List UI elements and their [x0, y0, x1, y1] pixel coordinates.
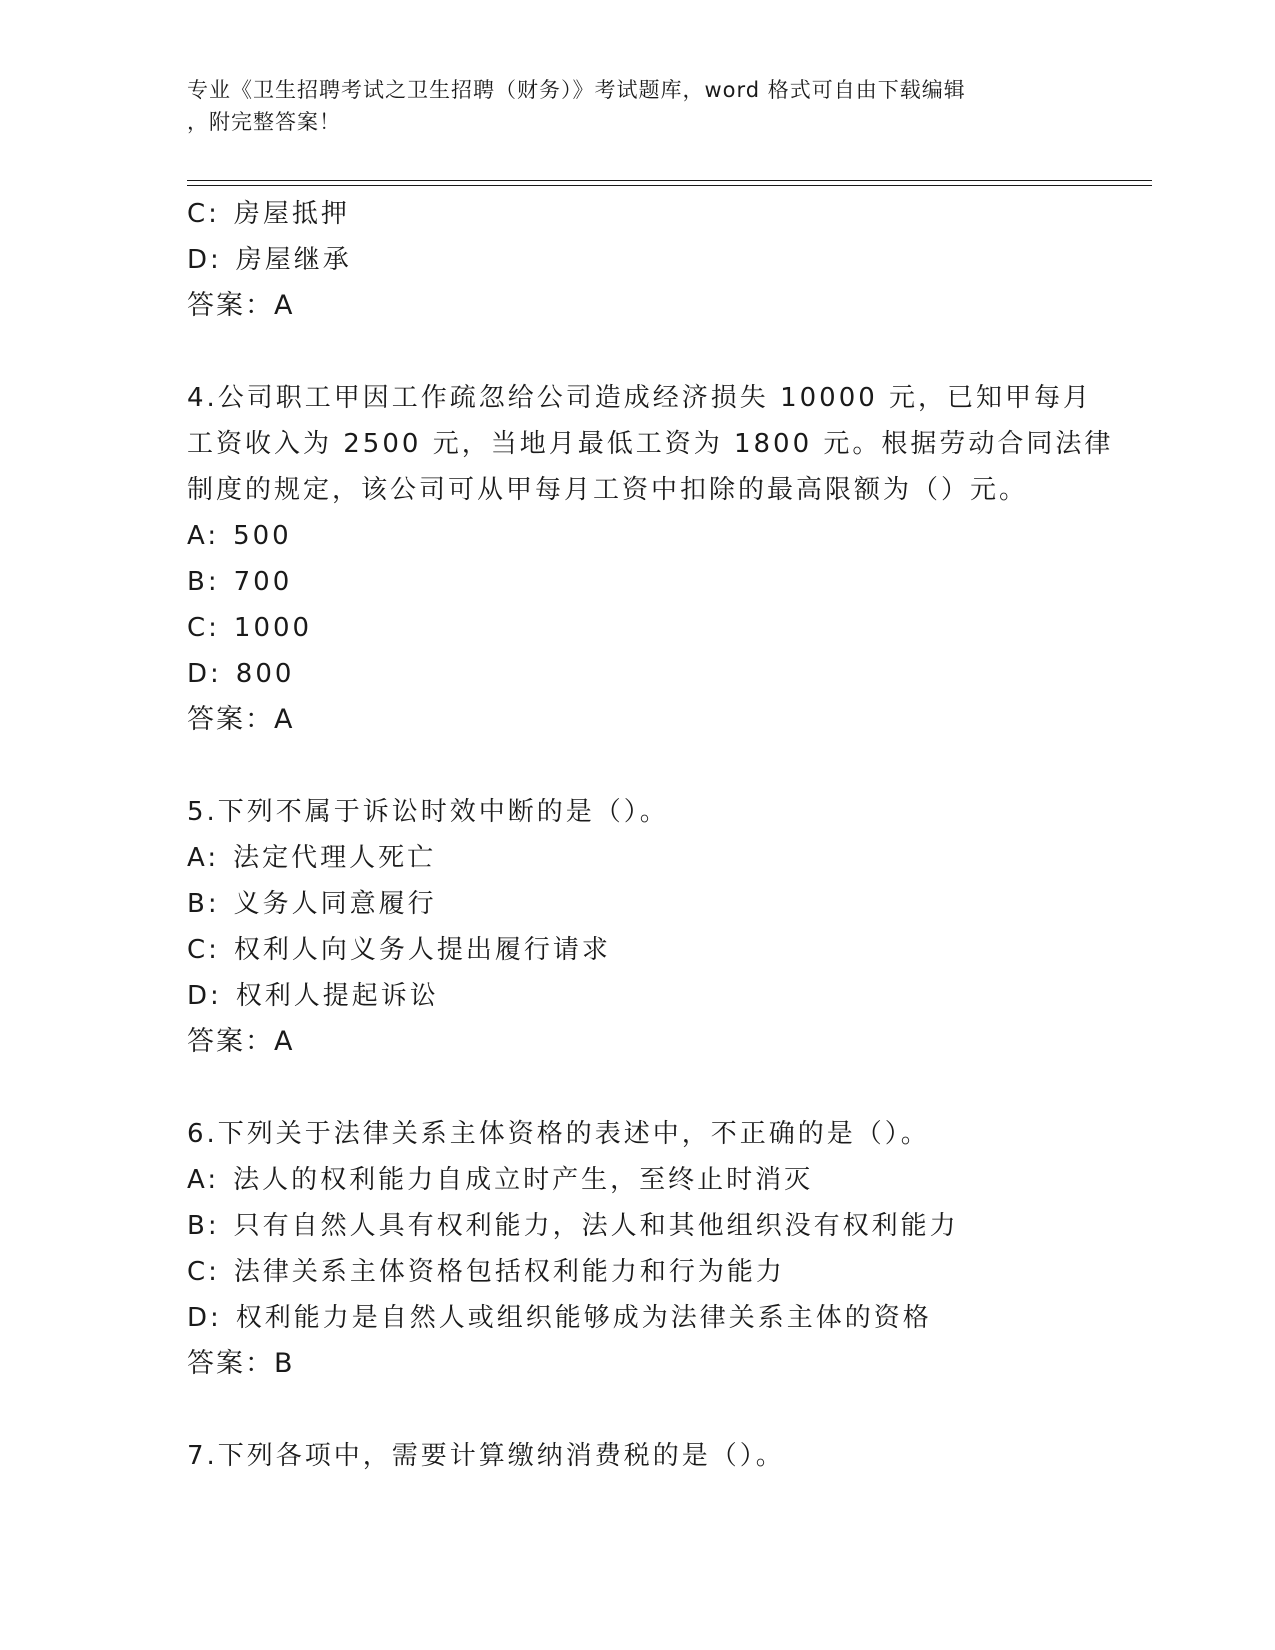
- option-text: 800: [235, 659, 295, 689]
- option-text: 700: [233, 567, 293, 597]
- option-text: 权利人向义务人提出履行请求: [233, 935, 611, 965]
- option-key: A:: [187, 1165, 220, 1195]
- question-stem-line: 6.下列关于法律关系主体资格的表述中，不正确的是（）。: [187, 1119, 930, 1149]
- option-key: B:: [187, 1211, 220, 1241]
- question-stem-line: 工资收入为 2500 元，当地月最低工资为 1800 元。根据劳动合同法律: [187, 429, 1114, 459]
- option-key: D:: [187, 659, 222, 689]
- option-key: C:: [187, 613, 220, 643]
- option-key: B:: [187, 567, 220, 597]
- option-text: 权利能力是自然人或组织能够成为法律关系主体的资格: [235, 1303, 932, 1333]
- header-divider-bottom: [187, 185, 1152, 186]
- page-header: [187, 74, 1077, 138]
- option-text: 法定代理人死亡: [233, 843, 437, 873]
- question-6: [187, 1111, 1137, 1387]
- option-text: 权利人提起诉讼: [235, 981, 439, 1011]
- option-d: [187, 1295, 1137, 1341]
- question-3: [187, 191, 1137, 329]
- question-4: [187, 375, 1137, 743]
- header-title-continuation: ，附完整答案！: [187, 110, 341, 134]
- option-text: 义务人同意履行: [233, 889, 437, 919]
- option-text: 房屋继承: [235, 245, 352, 275]
- answer-line: 答案：A: [187, 704, 295, 735]
- option-b: [187, 881, 1137, 927]
- question-stem-line: 4.公司职工甲因工作疏忽给公司造成经济损失 10000 元，已知甲每月: [187, 383, 1093, 413]
- option-key: A:: [187, 521, 220, 551]
- option-text: 只有自然人具有权利能力，法人和其他组织没有权利能力: [233, 1211, 959, 1241]
- option-b: [187, 559, 1137, 605]
- spacer: [187, 1065, 1137, 1111]
- question-5: [187, 789, 1137, 1065]
- option-key: C:: [187, 199, 220, 229]
- option-b: [187, 1203, 1137, 1249]
- option-text: 法人的权利能力自成立时产生，至终止时消灭: [233, 1165, 814, 1195]
- option-a: [187, 1157, 1137, 1203]
- question-stem-line: 7.下列各项中，需要计算缴纳消费税的是（）。: [187, 1441, 785, 1471]
- option-text: 法律关系主体资格包括权利能力和行为能力: [233, 1257, 785, 1287]
- option-key: D:: [187, 981, 222, 1011]
- question-7: [187, 1433, 1137, 1479]
- option-key: D:: [187, 245, 222, 275]
- answer-line: 答案：B: [187, 1348, 295, 1379]
- option-text: 1000: [233, 613, 313, 643]
- option-key: D:: [187, 1303, 222, 1333]
- option-c: [187, 191, 1137, 237]
- answer-line: 答案：A: [187, 290, 295, 321]
- answer-line: 答案：A: [187, 1026, 295, 1057]
- question-stem-line: 5.下列不属于诉讼时效中断的是（）。: [187, 797, 669, 827]
- option-d: [187, 237, 1137, 283]
- spacer: [187, 329, 1137, 375]
- option-key: A:: [187, 843, 220, 873]
- option-d: [187, 973, 1137, 1019]
- option-text: 500: [233, 521, 292, 551]
- option-c: [187, 927, 1137, 973]
- option-key: C:: [187, 1257, 220, 1287]
- question-list: [187, 191, 1137, 1479]
- spacer: [187, 743, 1137, 789]
- header-title-line: 专业《卫生招聘考试之卫生招聘（财务）》考试题库，word 格式可自由下载编辑: [187, 78, 966, 102]
- option-c: [187, 605, 1137, 651]
- option-a: [187, 513, 1137, 559]
- option-text: 房屋抵押: [233, 199, 350, 229]
- option-key: B:: [187, 889, 220, 919]
- header-divider-top: [187, 180, 1152, 181]
- question-stem-line: 制度的规定，该公司可从甲每月工资中扣除的最高限额为（）元。: [187, 475, 1029, 505]
- option-a: [187, 835, 1137, 881]
- spacer: [187, 1387, 1137, 1433]
- option-d: [187, 651, 1137, 697]
- option-c: [187, 1249, 1137, 1295]
- option-key: C:: [187, 935, 220, 965]
